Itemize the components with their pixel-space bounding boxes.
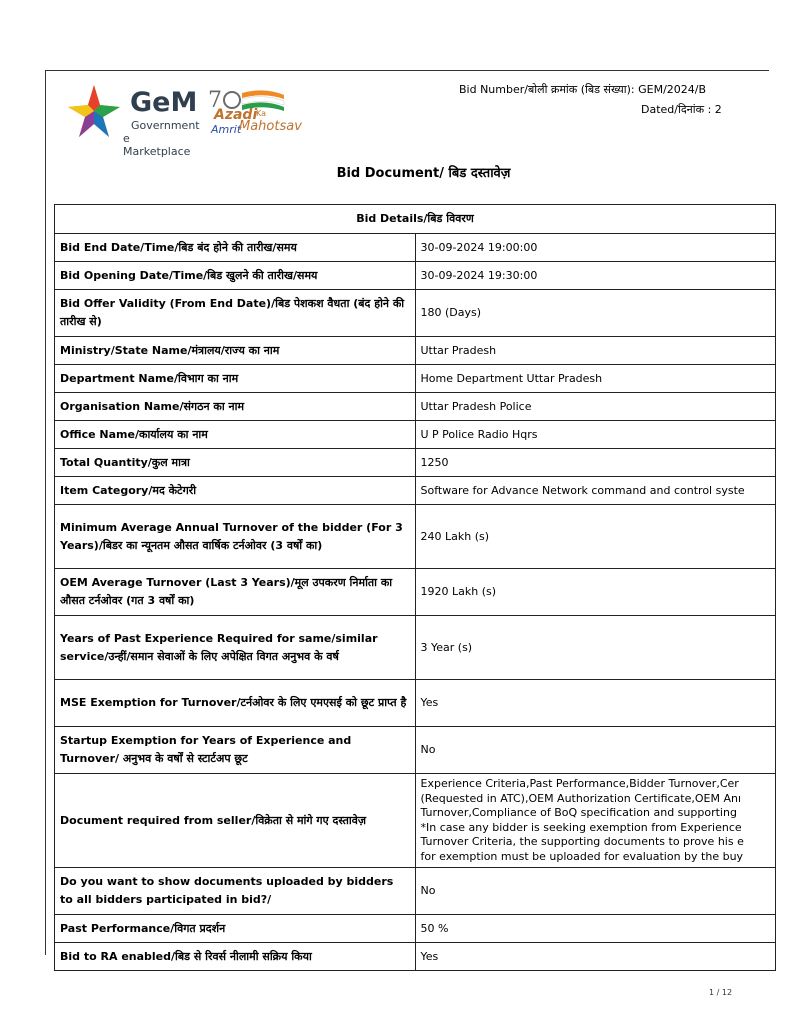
table-row [55,421,776,449]
table-header-row [55,205,776,234]
table-row [55,616,776,680]
row-value: 240 Lakh (s) [415,505,776,569]
row-label: Organisation Name/संगठन का नाम [55,393,416,421]
row-value: U P Police Radio Hqrs [415,421,776,449]
table-row [55,868,776,915]
azadi-ka-word: Ka [256,109,267,118]
row-label: Startup Exemption for Years of Experience and Turnover/ अनुभव के वर्षों से स्टार्टअप छूट [55,727,416,774]
row-label: Total Quantity/कुल मात्रा [55,449,416,477]
bid-number: Bid Number/बोली क्रमांक (बिड संख्या): GEM/2024/B [459,83,707,96]
table-row [55,477,776,505]
document-page [45,70,769,963]
table-row [55,505,776,569]
row-value: Uttar Pradesh [415,337,776,365]
row-label: Do you want to show documents uploaded by bidders to all bidders participated in bid?/ [55,868,416,915]
gem-logo-line1: Government [131,119,200,132]
row-value: 1920 Lakh (s) [415,569,776,616]
row-value: Software for Advance Network command and control syste [415,477,776,505]
row-label: Document required from seller/विक्रेता से मांगे गए दस्तावेज़ [55,774,416,868]
table-row [55,449,776,477]
row-label: Past Performance/विगत प्रदर्शन [55,915,416,943]
azadi-ka-amrit-mahotsav-logo [206,87,306,137]
page-number: 1 / 12 [709,988,733,997]
row-label: Bid Opening Date/Time/बिड खुलने की तारीख/समय [55,262,416,290]
mahotsav-word: Mahotsav [239,119,302,134]
gem-star-icon [64,81,124,141]
row-value: 180 (Days) [415,290,776,337]
row-label: Department Name/विभाग का नाम [55,365,416,393]
doc-line: Turnover Criteria, the supporting documents to prove his e [420,835,744,848]
table-header: Bid Details/बिड विवरण [55,205,776,234]
table-row [55,234,776,262]
row-value: Home Department Uttar Pradesh [415,365,776,393]
row-value: No [415,868,776,915]
table-row [55,262,776,290]
table-row [55,680,776,727]
row-label: Bid Offer Validity (From End Date)/बिड पेशकश वैधता (बंद होने की तारीख से) [55,290,416,337]
bid-dated: Dated/दिनांक : 2 [641,103,722,116]
row-value: Yes [415,943,776,971]
row-label: Office Name/कार्यालय का नाम [55,421,416,449]
amrit-word: Amrit [211,123,242,136]
row-value: 50 % [415,915,776,943]
doc-line: (Requested in ATC),OEM Authorization Certificate,OEM Anı [420,791,742,805]
doc-line: for exemption must be uploaded for evaluation by the buy [420,849,744,863]
azadi-word: Azadi [214,107,258,123]
table-row [55,569,776,616]
row-label: OEM Average Turnover (Last 3 Years)/मूल उपकरण निर्माता का औसत टर्नओवर (गत 3 वर्षों का) [55,569,416,616]
table-row [55,365,776,393]
table-row [55,337,776,365]
row-value: No [415,727,776,774]
table-row [55,915,776,943]
doc-line: Turnover,Compliance of BoQ specification and supporting [420,806,737,819]
row-value: 1250 [415,449,776,477]
gem-logo-word: GeM [130,87,198,118]
svg-text:7: 7 [208,88,222,113]
row-label: Ministry/State Name/मंत्रालय/राज्य का नाम [55,337,416,365]
table-row [55,774,776,868]
doc-line: Experience Criteria,Past Performance,Bidder Turnover,Cer [420,777,739,790]
row-value: 30-09-2024 19:00:00 [415,234,776,262]
row-label: Bid End Date/Time/बिड बंद होने की तारीख/समय [55,234,416,262]
gem-logo-line2: e Marketplace [123,132,191,158]
table-row [55,290,776,337]
row-value: 30-09-2024 19:30:00 [415,262,776,290]
row-value: 3 Year (s) [415,616,776,680]
table-row [55,943,776,971]
row-label: Years of Past Experience Required for same/similar service/उन्हीं/समान सेवाओं के लिए अपेक्षित विगत अनुभव के वर्ष [55,616,416,680]
row-value: Uttar Pradesh Police [415,393,776,421]
row-label: Bid to RA enabled/बिड से रिवर्स नीलामी सक्रिय किया [55,943,416,971]
gem-logo [64,81,200,158]
row-value-documents [415,774,776,868]
row-label: MSE Exemption for Turnover/टर्नओवर के लिए एमएसई को छूट प्राप्त है [55,680,416,727]
row-label: Minimum Average Annual Turnover of the bidder (For 3 Years)/बिडर का न्यूनतम औसत वार्षिक टर्नओवर (3 वर्षों का) [55,505,416,569]
document-title: Bid Document/ बिड दस्तावेज़ [336,166,511,181]
table-row [55,393,776,421]
doc-line: *In case any bidder is seeking exemption from Experience [420,820,742,834]
bid-details-table [54,204,776,971]
row-label: Item Category/मद केटेगरी [55,477,416,505]
table-row [55,727,776,774]
row-value: Yes [415,680,776,727]
